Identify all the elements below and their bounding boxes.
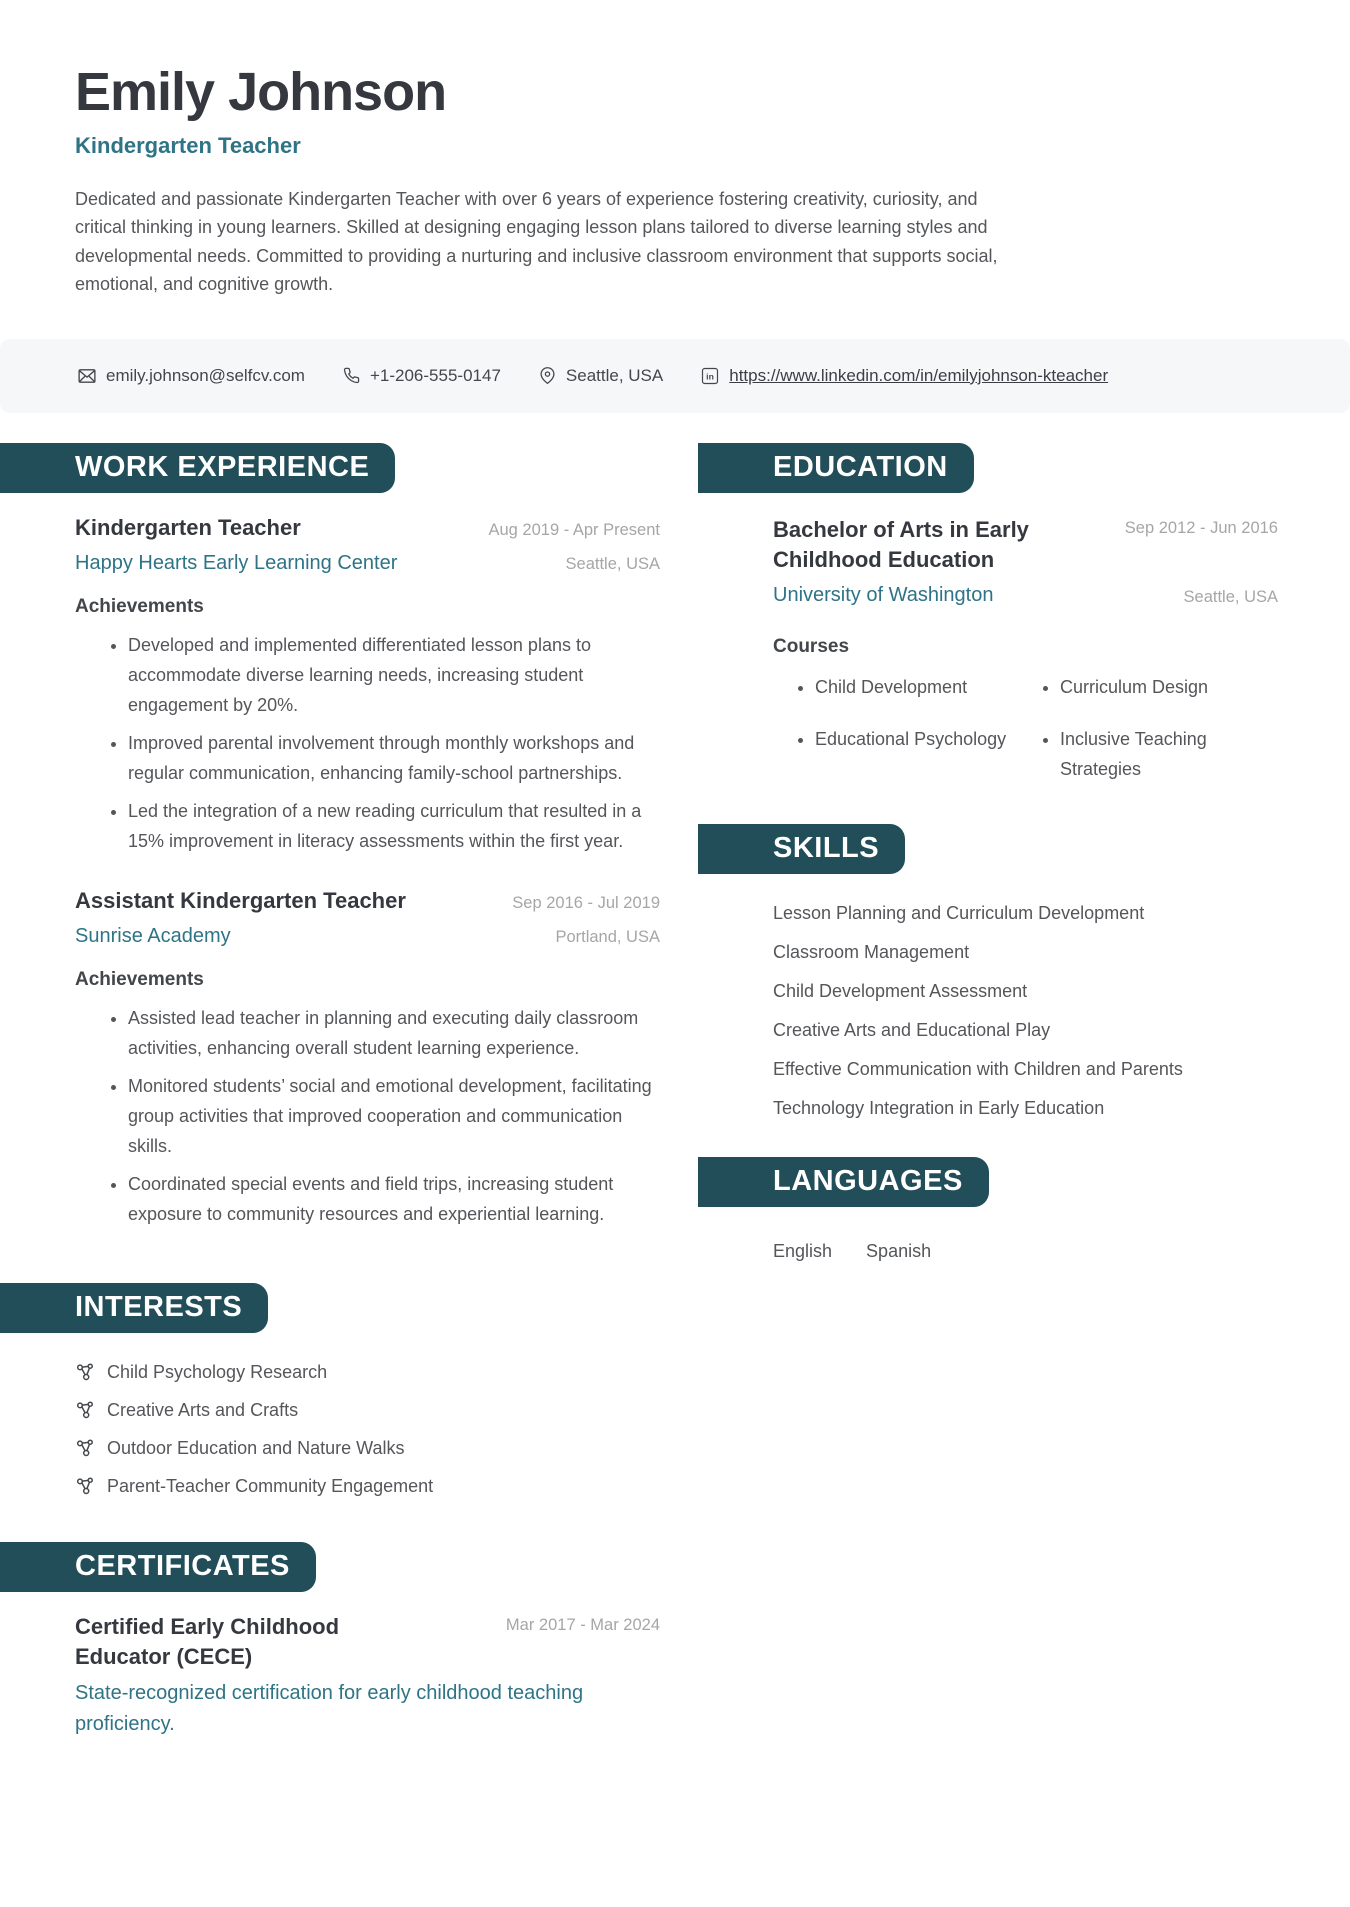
section-heading-skills: SKILLS bbox=[698, 824, 905, 874]
skill-item: Effective Communication with Children and Parents bbox=[773, 1058, 1183, 1079]
contact-phone: +1-206-555-0147 bbox=[369, 365, 501, 385]
left-column bbox=[75, 443, 660, 1740]
course-item: • Inclusive Teaching Strategies bbox=[1060, 724, 1285, 784]
linkedin-link[interactable]: https://www.linkedin.com/in/emilyjohnson-kteacher bbox=[729, 365, 1109, 385]
skill-item: Technology Integration in Early Education bbox=[773, 1097, 1105, 1118]
course-item: • Child Development bbox=[815, 672, 1020, 702]
achievement-item: • Coordinated special events and field trips, increasing student exposure to community resources and experiential learning. bbox=[128, 1169, 660, 1229]
job-entry-2 bbox=[75, 886, 660, 1229]
skill-item: Classroom Management bbox=[773, 941, 970, 962]
interests-list bbox=[75, 1359, 660, 1500]
interest-item bbox=[75, 1359, 660, 1386]
degree-title: Bachelor of Arts in Early Childhood Education bbox=[773, 516, 1029, 572]
svg-text:in: in bbox=[706, 371, 715, 382]
certificate-dates: Mar 2017 - Mar 2024 bbox=[505, 1615, 660, 1634]
languages-section bbox=[773, 1157, 1278, 1262]
section-heading-languages: LANGUAGES bbox=[698, 1157, 989, 1207]
job-entry-1 bbox=[75, 513, 660, 856]
job-title: Kindergarten Teacher bbox=[75, 514, 301, 540]
language-item: Spanish bbox=[866, 1240, 932, 1261]
summary-text: Dedicated and passionate Kindergarten Teacher with over 6 years of experience fostering creativity, curiosity, and critical thinking in young learners. Skilled at designing engaging lesson plans tailored to diverse learning styles and developmental needs. Committed to providing a nurturing and inclusive classroom environment that supports social, emotional, and cognitive growth. bbox=[75, 188, 998, 295]
courses-label: Courses bbox=[773, 635, 850, 657]
section-heading-work-experience: WORK EXPERIENCE bbox=[0, 443, 395, 493]
education-entry bbox=[773, 515, 1278, 610]
achievements-list bbox=[75, 1003, 660, 1229]
certificate-description: State-recognized certification for early childhood teaching proficiency. bbox=[75, 1681, 584, 1735]
achievement-item: • Developed and implemented differentiated lesson plans to accommodate diverse learning needs, increasing student engagement by 20%. bbox=[128, 630, 660, 720]
language-item: English bbox=[773, 1240, 833, 1261]
skill-item: Child Development Assessment bbox=[773, 980, 1028, 1001]
certificate-title: Certified Early Childhood Educator (CECE) bbox=[75, 1613, 340, 1669]
interests-section bbox=[75, 1283, 660, 1500]
contact-location-item bbox=[539, 366, 663, 386]
interest-item bbox=[75, 1397, 660, 1424]
right-column bbox=[773, 443, 1278, 1262]
contact-email-item bbox=[78, 366, 305, 386]
contact-linkedin-item bbox=[701, 366, 1108, 386]
achievements-label: Achievements bbox=[75, 968, 204, 990]
map-pin-icon bbox=[539, 367, 556, 384]
job-dates: Sep 2016 - Jul 2019 bbox=[512, 893, 660, 912]
skills-section bbox=[773, 824, 1278, 1123]
job-company: Happy Hearts Early Learning Center bbox=[75, 551, 398, 574]
job-title: Assistant Kindergarten Teacher bbox=[75, 887, 406, 913]
interest-label: Outdoor Education and Nature Walks bbox=[107, 1437, 405, 1458]
interest-label: Creative Arts and Crafts bbox=[107, 1399, 299, 1420]
education-dates: Sep 2012 - Jun 2016 bbox=[1124, 518, 1278, 537]
contact-email: emily.johnson@selfcv.com bbox=[106, 365, 305, 385]
job-company: Sunrise Academy bbox=[75, 924, 231, 947]
skills-list bbox=[773, 898, 1278, 1123]
contact-phone-item bbox=[343, 366, 501, 386]
course-item: • Curriculum Design bbox=[1060, 672, 1285, 702]
skill-item: Creative Arts and Educational Play bbox=[773, 1019, 1051, 1040]
job-dates: Aug 2019 - Apr Present bbox=[488, 520, 660, 539]
achievement-item: • Monitored students’ social and emotional development, facilitating group activities that improved cooperation and communication skills. bbox=[128, 1071, 660, 1161]
contact-bar bbox=[0, 339, 1350, 413]
achievement-item: • Assisted lead teacher in planning and executing daily classroom activities, enhancing overall student learning experience. bbox=[128, 1003, 660, 1063]
achievement-item: • Led the integration of a new reading curriculum that resulted in a 15% improvement in literacy assessments within the first year. bbox=[128, 796, 660, 856]
section-heading-education: EDUCATION bbox=[698, 443, 974, 493]
section-heading-interests: INTERESTS bbox=[0, 1283, 268, 1333]
interest-item bbox=[75, 1435, 660, 1462]
envelope-icon bbox=[78, 367, 96, 385]
resume-columns bbox=[75, 443, 1278, 1740]
phone-icon bbox=[343, 367, 360, 384]
school-name: University of Washington bbox=[773, 583, 994, 606]
achievements-list bbox=[75, 630, 660, 856]
candidate-role: Kindergarten Teacher bbox=[75, 132, 301, 158]
network-icon bbox=[75, 1362, 95, 1382]
linkedin-icon bbox=[701, 367, 719, 385]
contact-location: Seattle, USA bbox=[565, 365, 664, 385]
interest-label: Child Psychology Research bbox=[107, 1361, 328, 1382]
skill-item: Lesson Planning and Curriculum Development bbox=[773, 902, 1145, 923]
interest-label: Parent-Teacher Community Engagement bbox=[107, 1475, 434, 1496]
achievements-label: Achievements bbox=[75, 595, 204, 617]
section-heading-certificates: CERTIFICATES bbox=[0, 1542, 316, 1592]
certificates-section bbox=[75, 1542, 660, 1740]
network-icon bbox=[75, 1400, 95, 1420]
courses-list bbox=[773, 672, 1278, 784]
languages-list bbox=[773, 1241, 1278, 1262]
achievement-item: • Improved parental involvement through monthly workshops and regular communication, enhancing family-school partnerships. bbox=[128, 728, 660, 788]
candidate-name: Emily Johnson bbox=[75, 62, 447, 122]
job-location: Seattle, USA bbox=[565, 554, 660, 573]
course-item: • Educational Psychology bbox=[815, 724, 1020, 784]
job-location: Portland, USA bbox=[555, 927, 660, 946]
education-location: Seattle, USA bbox=[1183, 587, 1278, 606]
interest-item bbox=[75, 1473, 660, 1500]
network-icon bbox=[75, 1438, 95, 1458]
network-icon bbox=[75, 1476, 95, 1496]
